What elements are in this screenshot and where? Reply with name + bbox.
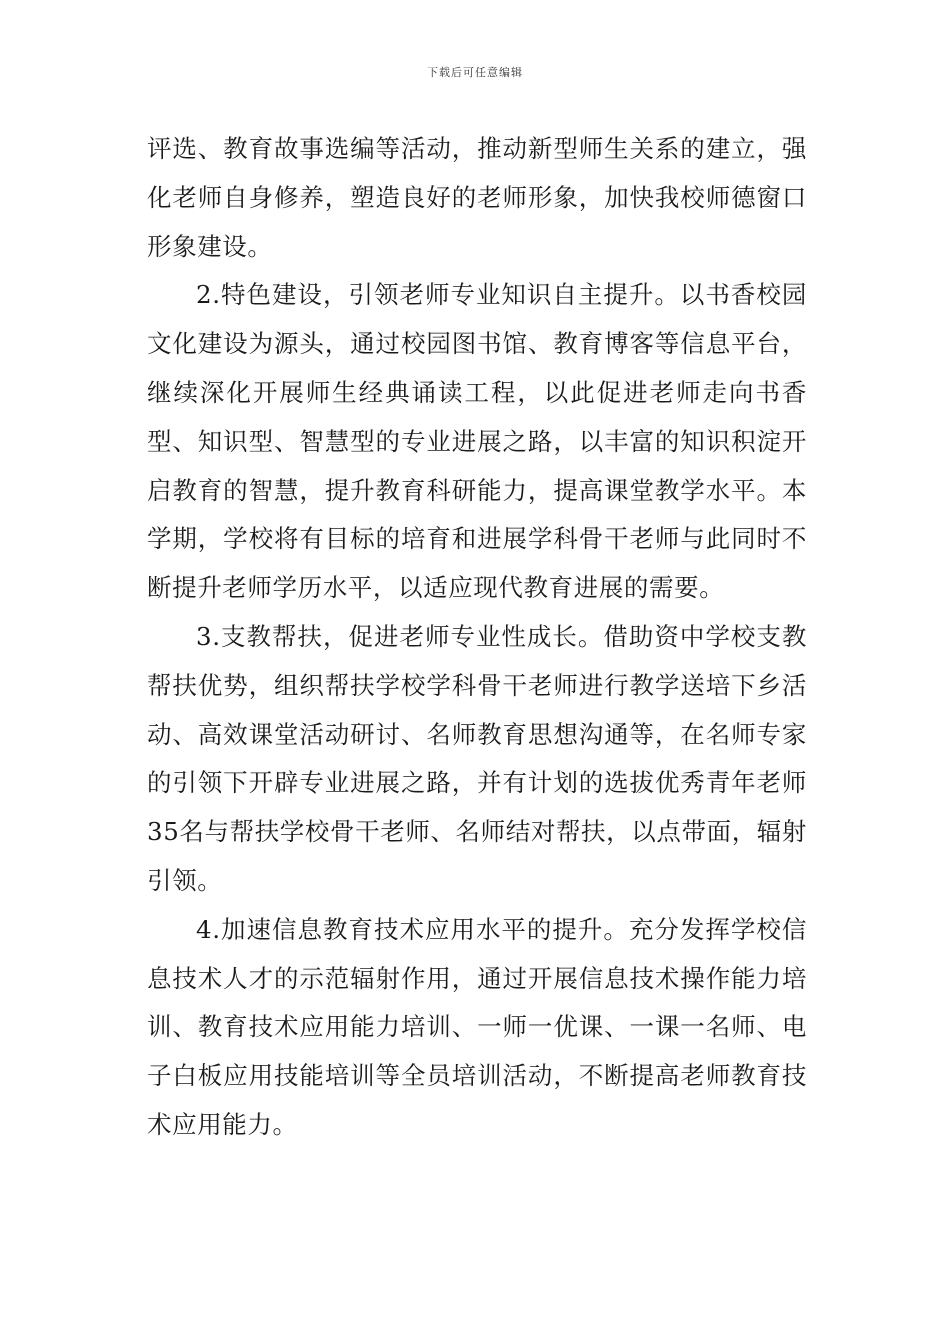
paragraph-continuation: 评选、教育故事选编等活动，推动新型师生关系的建立，强化老师自身修养，塑造良好的老师形象，加快我校师德窗口形象建设。: [147, 134, 807, 261]
paragraph-item-3: 3.支教帮扶，促进老师专业性成长。借助资中学校支教帮扶优势，组织帮扶学校学科骨干老师进行教学送培下乡活动、高效课堂活动研讨、名师教育思想沟通等，在名师专家的引领下开辟专业进展之路，并有计划的选拔优秀青年老师35名与帮扶学校骨干老师、名师结对帮扶，以点带面，辐射引领。: [147, 621, 807, 895]
document-body: [147, 125, 807, 1150]
page-header-note: 下载后可任意编辑: [427, 66, 523, 79]
paragraph-item-4: 4.加速信息教育技术应用水平的提升。充分发挥学校信息技术人才的示范辐射作用，通过开展信息技术操作能力培训、教育技术应用能力培训、一师一优课、一课一名师、电子白板应用技能培训等全员培训活动，不断提高老师教育技术应用能力。: [147, 914, 807, 1139]
paragraph-item-2: 2.特色建设，引领老师专业知识自主提升。以书香校园文化建设为源头，通过校园图书馆、教育博客等信息平台，继续深化开展师生经典诵读工程，以此促进老师走向书香型、知识型、智慧型的专业进展之路，以丰富的知识积淀开启教育的智慧，提升教育科研能力，提高课堂教学水平。本学期，学校将有目标的培育和进展学科骨干老师与此同时不断提升老师学历水平，以适应现代教育进展的需要。: [147, 280, 807, 603]
